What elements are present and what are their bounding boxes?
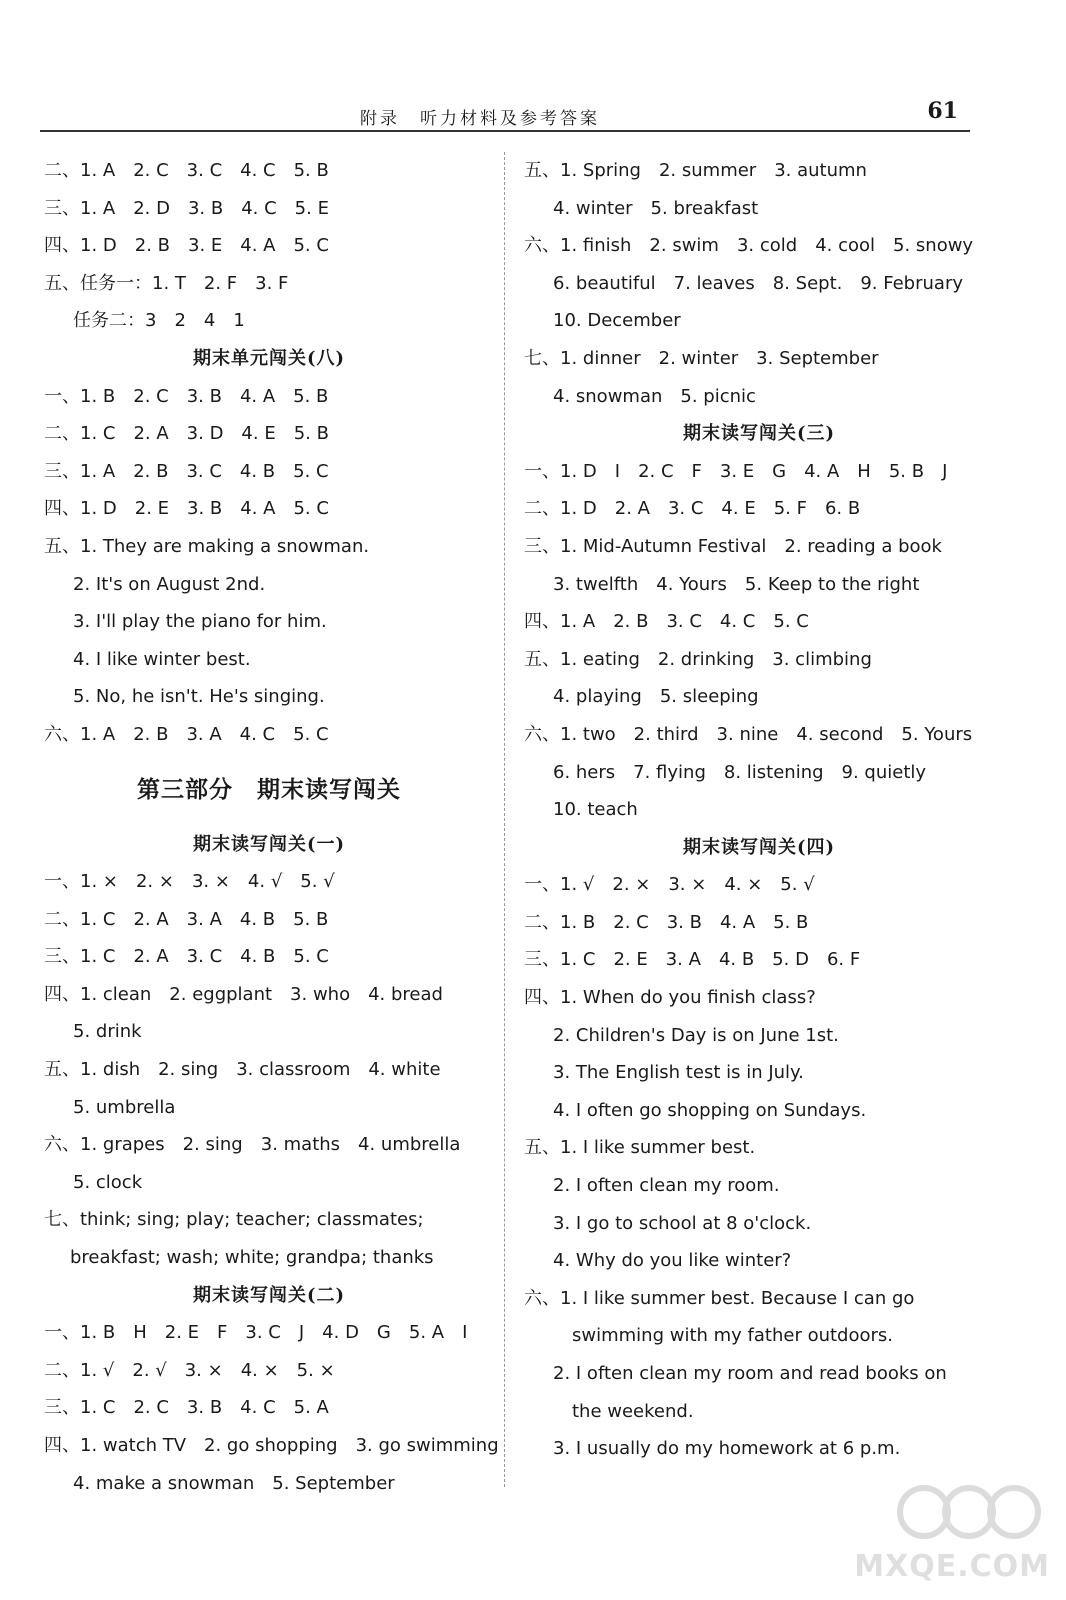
left-answer-line: 三、1. C 2. C 3. B 4. C 5. A bbox=[44, 1397, 329, 1419]
left-answer-line: 5. No, he isn't. He's singing. bbox=[73, 686, 325, 708]
left-answer-line: 四、1. D 2. E 3. B 4. A 5. C bbox=[44, 498, 329, 520]
left-answer-line: 四、1. clean 2. eggplant 3. who 4. bread bbox=[44, 983, 443, 1005]
left-answer-line: 五、1. They are making a snowman. bbox=[44, 535, 370, 557]
right-answer-line: the weekend. bbox=[572, 1400, 694, 1422]
left-answer-line: 五、1. dish 2. sing 3. classroom 4. white bbox=[44, 1059, 441, 1081]
right-answer-line: 六、1. finish 2. swim 3. cold 4. cool 5. snowy bbox=[524, 235, 974, 257]
left-answer-line: 四、1. D 2. B 3. E 4. A 5. C bbox=[44, 235, 329, 257]
left-answer-line: 二、1. A 2. C 3. C 4. C 5. B bbox=[44, 160, 329, 181]
right-answer-line: 4. snowman 5. picnic bbox=[553, 385, 756, 407]
left-section-heading: 期末读写闯关(一) bbox=[192, 833, 346, 855]
left-answer-line: 六、1. A 2. B 3. A 4. C 5. C bbox=[44, 723, 329, 745]
right-answer-line: swimming with my father outdoors. bbox=[572, 1325, 894, 1347]
left-answer-line: 2. It's on August 2nd. bbox=[73, 573, 266, 595]
watermark-logo-icon bbox=[894, 1482, 1044, 1542]
column-divider bbox=[504, 152, 506, 1487]
right-answer-line: 6. hers 7. flying 8. listening 9. quietly bbox=[553, 761, 927, 783]
left-answer-line: 5. drink bbox=[73, 1021, 142, 1043]
left-answer-line: 四、1. watch TV 2. go shopping 3. go swimming bbox=[44, 1435, 499, 1456]
left-answer-line: 五、任务一：1. T 2. F 3. F bbox=[44, 272, 289, 294]
right-section-heading: 期末读写闯关(三) bbox=[682, 423, 836, 445]
left-answer-line: 二、1. √ 2. √ 3. × 4. × 5. × bbox=[44, 1359, 335, 1381]
left-answer-line: 三、1. C 2. A 3. C 4. B 5. C bbox=[44, 946, 329, 968]
right-answer-line: 2. I often clean my room. bbox=[553, 1175, 780, 1197]
right-answer-line: 10. December bbox=[553, 310, 681, 332]
part-title: 第三部分 期末读写闯关 bbox=[137, 775, 401, 803]
left-answer-line: 4. I like winter best. bbox=[73, 648, 251, 670]
left-answer-line: 六、1. grapes 2. sing 3. maths 4. umbrella bbox=[44, 1134, 461, 1156]
right-answer-line: 五、1. I like summer best. bbox=[524, 1137, 756, 1159]
right-answer-line: 4. playing 5. sleeping bbox=[553, 686, 759, 708]
right-answer-line: 2. Children's Day is on June 1st. bbox=[553, 1024, 839, 1046]
right-answer-line: 五、1. Spring 2. summer 3. autumn bbox=[524, 160, 867, 181]
page-header bbox=[40, 96, 970, 132]
right-answer-line: 二、1. D 2. A 3. C 4. E 5. F 6. B bbox=[524, 498, 861, 520]
left-answer-line: 三、1. A 2. B 3. C 4. B 5. C bbox=[44, 460, 329, 482]
right-section-heading: 期末读写闯关(四) bbox=[682, 836, 836, 858]
right-answer-line: 四、1. A 2. B 3. C 4. C 5. C bbox=[524, 611, 809, 633]
right-answer-line: 3. twelfth 4. Yours 5. Keep to the right bbox=[553, 573, 920, 595]
page-number: 61 bbox=[927, 98, 958, 124]
left-section-heading: 期末单元闯关(八) bbox=[192, 347, 346, 369]
left-answer-line: 三、1. A 2. D 3. B 4. C 5. E bbox=[44, 197, 329, 219]
right-answer-line: 3. I usually do my homework at 6 p.m. bbox=[553, 1438, 901, 1460]
left-section-heading: 期末读写闯关(二) bbox=[192, 1284, 346, 1306]
left-answer-line: 二、1. C 2. A 3. A 4. B 5. B bbox=[44, 908, 329, 930]
right-answer-line: 3. The English test is in July. bbox=[553, 1062, 804, 1084]
right-answer-line: 3. I go to school at 8 o'clock. bbox=[553, 1212, 812, 1234]
left-answer-line: 任务二：3 2 4 1 bbox=[73, 310, 245, 332]
right-answer-column bbox=[524, 152, 994, 1468]
right-answer-line: 一、1. √ 2. × 3. × 4. × 5. √ bbox=[524, 874, 815, 896]
right-answer-line: 四、1. When do you finish class? bbox=[524, 987, 816, 1009]
left-answer-line: breakfast; wash; white; grandpa; thanks bbox=[70, 1247, 434, 1269]
right-answer-line: 三、1. C 2. E 3. A 4. B 5. D 6. F bbox=[524, 949, 861, 971]
watermark bbox=[854, 1478, 1060, 1590]
left-answer-line: 七、think; sing; play; teacher; classmates; bbox=[44, 1209, 424, 1231]
right-answer-line: 2. I often clean my room and read books on bbox=[553, 1363, 947, 1384]
left-answer-line: 4. make a snowman 5. September bbox=[73, 1472, 395, 1494]
right-answer-line: 4. winter 5. breakfast bbox=[553, 197, 759, 219]
watermark-text: MXQE.COM bbox=[854, 1549, 1050, 1584]
left-answer-column bbox=[44, 152, 499, 1502]
left-answer-line: 3. I'll play the piano for him. bbox=[73, 611, 327, 633]
right-answer-line: 七、1. dinner 2. winter 3. September bbox=[524, 347, 879, 369]
left-answer-line: 一、1. × 2. × 3. × 4. √ 5. √ bbox=[44, 871, 335, 893]
right-answer-line: 六、1. I like summer best. Because I can go bbox=[524, 1287, 915, 1309]
right-answer-line: 4. Why do you like winter? bbox=[553, 1250, 792, 1272]
right-answer-line: 10. teach bbox=[553, 799, 638, 821]
right-answer-line: 6. beautiful 7. leaves 8. Sept. 9. February bbox=[553, 272, 964, 294]
left-answer-line: 一、1. B H 2. E F 3. C J 4. D G 5. A I bbox=[44, 1322, 468, 1344]
header-title: 附录 听力材料及参考答案 bbox=[360, 109, 600, 129]
right-answer-line: 一、1. D I 2. C F 3. E G 4. A H 5. B J bbox=[524, 460, 948, 482]
right-answer-line: 六、1. two 2. third 3. nine 4. second 5. Yours bbox=[524, 723, 973, 745]
right-answer-line: 二、1. B 2. C 3. B 4. A 5. B bbox=[524, 911, 809, 933]
right-answer-line: 三、1. Mid-Autumn Festival 2. reading a book bbox=[524, 535, 942, 557]
right-answer-line: 五、1. eating 2. drinking 3. climbing bbox=[524, 648, 872, 670]
left-answer-line: 一、1. B 2. C 3. B 4. A 5. B bbox=[44, 385, 329, 407]
left-answer-line: 5. clock bbox=[73, 1171, 143, 1193]
left-answer-line: 二、1. C 2. A 3. D 4. E 5. B bbox=[44, 423, 329, 445]
left-answer-line: 5. umbrella bbox=[73, 1096, 176, 1118]
right-answer-line: 4. I often go shopping on Sundays. bbox=[553, 1099, 867, 1121]
